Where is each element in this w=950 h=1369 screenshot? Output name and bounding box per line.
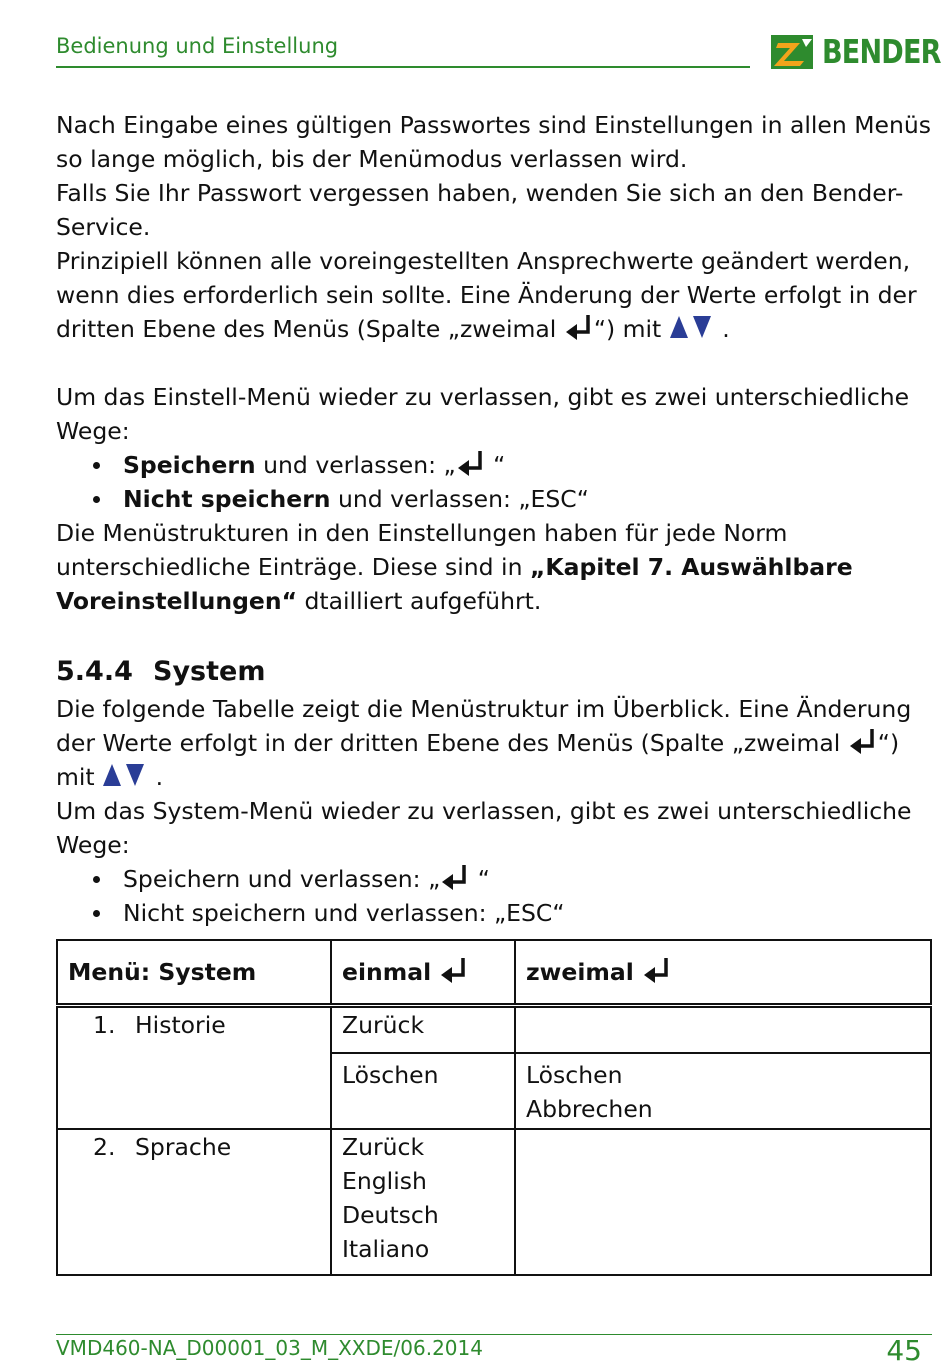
intro-paragraph-2: Falls Sie Ihr Passwort vergessen haben, wenden Sie sich an den Bender-Service. — [56, 179, 904, 241]
table-header-menu: Menü: System — [57, 940, 331, 1006]
table-cell-menu: 1. Historie — [57, 1006, 331, 1130]
table-cell-twice: Löschen Abbrechen — [515, 1053, 931, 1129]
intro-paragraph-4: Um das Einstell-Menü wieder zu verlassen, gibt es zwei unterschiedliche Wege: — [56, 383, 910, 445]
footer-document-id: VMD460-NA_D00001_03_M_XXDE/06.2014 — [56, 1336, 483, 1360]
bender-logo-icon — [770, 33, 816, 71]
system-menu-table — [56, 939, 932, 1276]
header-section-title: Bedienung und Einstellung — [56, 34, 339, 58]
footer-rule — [56, 1334, 932, 1335]
intro-paragraph-5: Die Menüstrukturen in den Einstellungen haben für jede Norm unterschiedliche Einträge. Diese sind in „Kapitel 7. Auswählbare Voreinstellungen“ dtailliert aufgeführt. — [56, 519, 853, 615]
table-cell-once: Zurück — [331, 1006, 515, 1054]
up-down-arrows-icon — [669, 314, 715, 340]
enter-key-icon — [564, 312, 594, 342]
system-exit-options-list — [56, 862, 931, 930]
intro-paragraph-1: Nach Eingabe eines gültigen Passwortes sind Einstellungen in allen Menüs so lange möglich, bis der Menümodus verlassen wird. — [56, 111, 931, 173]
page-number: 45 — [886, 1334, 922, 1367]
bender-logo — [770, 32, 950, 71]
enter-key-icon — [439, 955, 469, 985]
section-number: 5.4.4 — [56, 656, 133, 687]
enter-key-icon — [848, 726, 878, 756]
table-cell-twice — [515, 1129, 931, 1275]
exit-options-list — [56, 448, 931, 516]
section-text — [56, 692, 931, 930]
list-item: Nicht speichern und verlassen: „ESC“ — [56, 896, 931, 930]
section-paragraph-2: Um das System-Menü wieder zu verlassen, gibt es zwei unterschiedliche Wege: — [56, 797, 912, 859]
table-cell-menu: 2. Sprache — [57, 1129, 331, 1275]
table-cell-once: Löschen — [331, 1053, 515, 1129]
list-item: Speichern und verlassen: „ “ — [56, 448, 931, 482]
header-rule — [56, 66, 750, 68]
up-down-arrows-icon — [102, 762, 148, 788]
chapter-reference: „Kapitel 7. Auswählbare Voreinstellungen“ — [56, 553, 853, 615]
enter-key-icon — [456, 448, 486, 478]
list-item: Speichern und verlassen: „ “ — [56, 862, 931, 896]
table-cell-twice — [515, 1006, 931, 1054]
section-title: System — [153, 656, 266, 687]
table-cell-once: Zurück English Deutsch Italiano — [331, 1129, 515, 1275]
intro-text — [56, 108, 931, 618]
table-row — [57, 1129, 931, 1275]
section-heading — [56, 656, 265, 687]
table-header-once: einmal — [331, 940, 515, 1006]
table-header-twice: zweimal — [515, 940, 931, 1006]
enter-key-icon — [642, 955, 672, 985]
section-paragraph-1: Die folgende Tabelle zeigt die Menüstruktur im Überblick. Eine Änderung der Werte erfolgt in der dritten Ebene des Menüs (Spalte „zweimal “) mit . — [56, 695, 912, 791]
intro-paragraph-3: Prinzipiell können alle voreingestellten Ansprechwerte geändert werden, wenn dies erforderlich sein sollte. Eine Änderung der Werte erfolgt in der dritten Ebene des Menüs (Spalte „zweimal “) mit . — [56, 247, 917, 343]
table-header-row — [57, 940, 931, 1006]
list-item: Nicht speichern und verlassen: „ESC“ — [56, 482, 931, 516]
bender-logo-text: BENDER — [822, 32, 941, 71]
enter-key-icon — [440, 862, 470, 892]
table-row — [57, 1006, 931, 1054]
